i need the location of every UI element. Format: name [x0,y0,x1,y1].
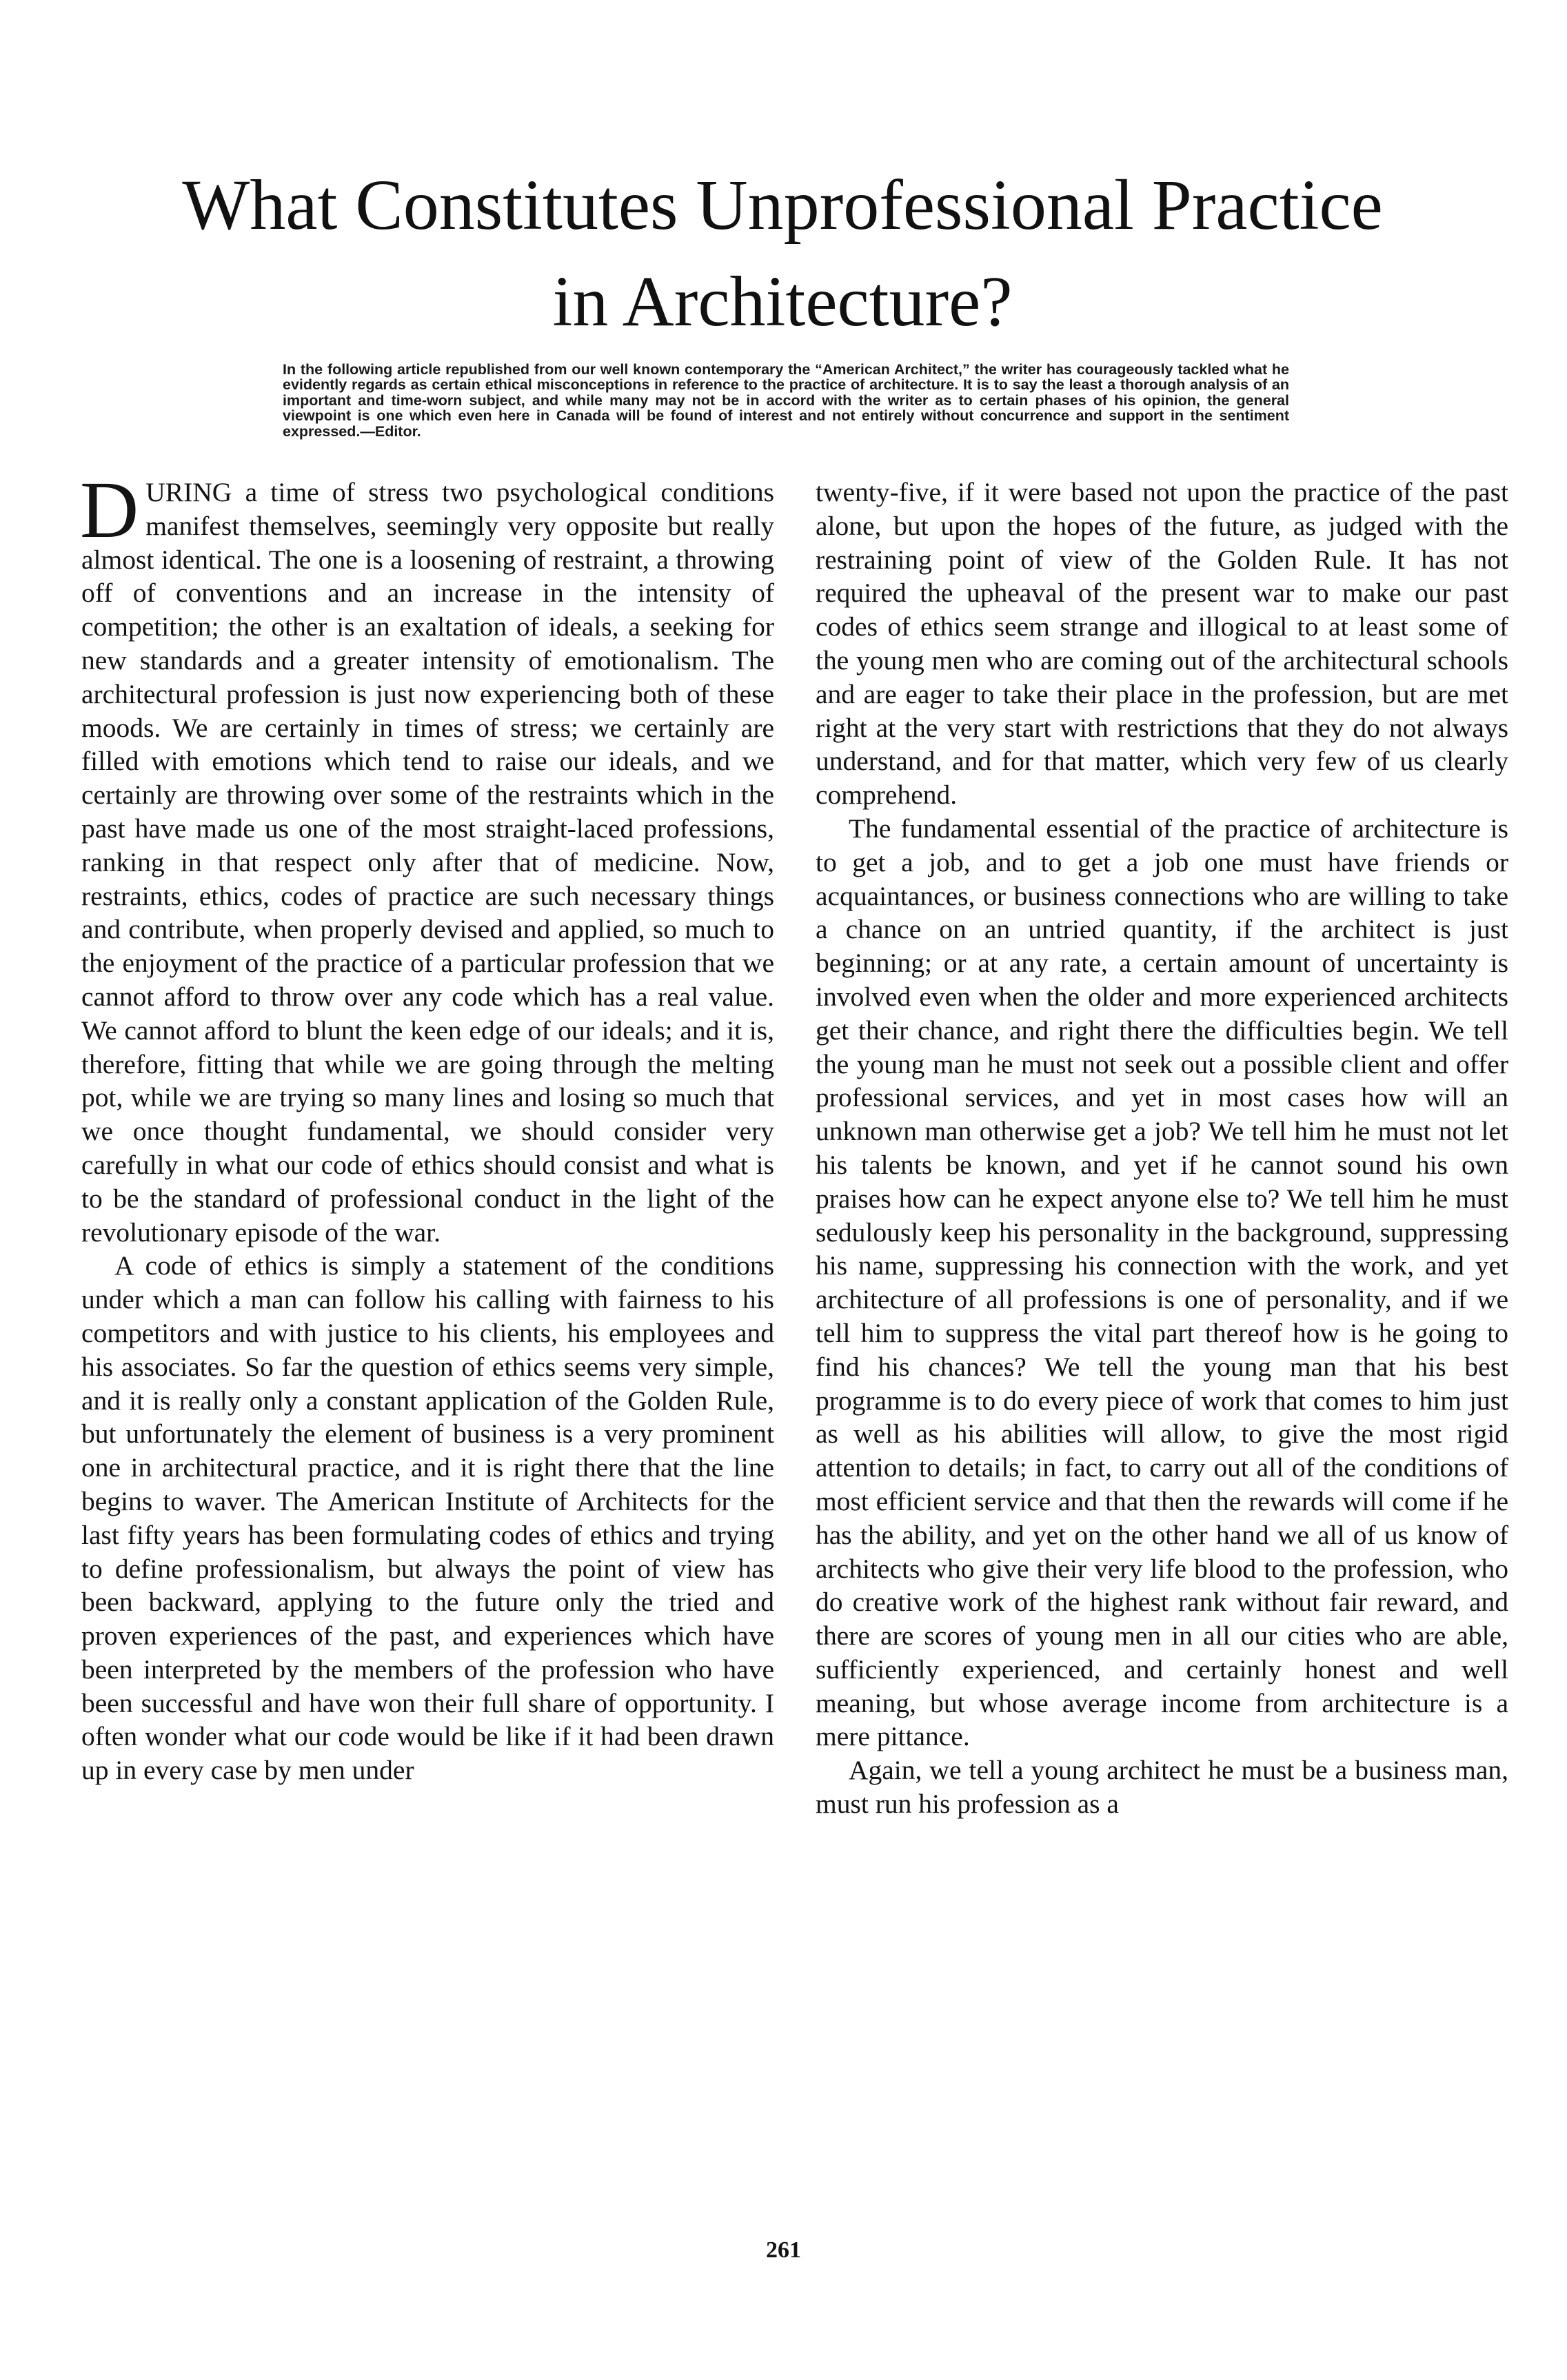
article-title-line-2: in Architecture? [552,262,1013,341]
right-column [816,476,1508,1821]
left-column [80,465,774,1787]
editor-note: In the following article republished from our well known contemporary the “American Architect,” the writer has courageously tackled what he evidently regards as certain ethical misconceptions in reference to the practice of architecture. It is to say the least a thorough analysis of an important and time-worn subject, and while many may not be in accord with the writer as to certain phases of his opinion, the general viewpoint is one which even here in Canada will be found of interest and not entirely without concurrence and support in the sentiment expressed.—Editor. [283,361,1289,440]
page-number: 261 [766,2237,801,2263]
paragraph: The fundamental essential of the practice of architecture is to get a job, and to get a job one must have friends or acquaintances, or business connections who are willing to take a chance on an untried quantity, if the architect is just beginning; or at any rate, a certain amount of uncertainty is involved even when the older and more experienced architects get their chance, and right there the difficulties begin. We tell the young man he must not seek out a possible client and offer professional services, and yet in most cases how will an unknown man otherwise get a job? We tell him he must not let his talents be known, and yet if he cannot sound his own praises how can he expect anyone else to? We tell him he must sedulously keep his personality in the background, suppressing his name, suppressing his connection with the work, and yet architecture of all professions is one of personality, and if we tell him to suppress the vital part thereof how is he going to find his chances? We tell the young man that his best programme is to do every piece of work that comes to him just as well as his abilities will allow, to give the most rigid attention to details; in fact, to carry out all of the conditions of most efficient service and that then the rewards will come if he has the ability, and yet on the other hand we all of us know of architects who give their very life blood to the profession, who do creative work of the highest rank without fair reward, and there are scores of young men in all our cities who are able, sufficiently experienced, and certainly honest and well meaning, but whose average income from architecture is a mere pittance. [816,813,1508,1752]
paragraph: twenty-five, if it were based not upon the practice of the past alone, but upon the hopes of the future, as judged with the restraining point of view of the Golden Rule. It has not required the upheaval of the present war to make our past codes of ethics seem strange and illogical to at least some of the young men who are coming out of the architectural schools and are eager to take their place in the profession, but are met right at the very start with restrictions that they do not always understand, and for that matter, which very few of us clearly comprehend. [816,477,1508,811]
lead-caps: URING [145,477,232,507]
paragraph: A code of ethics is simply a statement of the conditions under which a man can follow his calling with fairness to his competitors and with justice to his clients, his employees and his associates. So far the question of ethics seems very simple, and it is really only a constant application of the Golden Rule, but unfortunately the element of business is a very prominent one in architectural practice, and it is right there that the line begins to waver. The American Institute of Architects for the last fifty years has been formulating codes of ethics and trying to define professionalism, but always the point of view has been backward, applying to the future only the tried and proven experiences of the past, and experiences which have been interpreted by the members of the profession who have been successful and have won their full share of opportunity. I often wonder what our code would be like if it had been drawn up in every case by men under [81,1250,774,1786]
paragraph: Again, we tell a young architect he must be a business man, must run his profession as a [816,1755,1508,1820]
drop-cap: D [80,465,139,555]
paragraph [80,465,774,1249]
paragraph-text: a time of stress two psychological conditions manifest themselves, seemingly very opposite but really almost identical. The one is a loosening of restraint, a throwing off of conventions and an increase in the intensity of competition; the other is an exaltation of ideals, a seeking for new standards and a greater intensity of emotionalism. The architectural profession is just now experiencing both of these moods. We are certainly in times of stress; we certainly are filled with emotions which tend to raise our ideals, and we certainly are throwing over some of the restraints which in the past have made us one of the most straight-laced professions, ranking in that respect only after that of medicine. Now, restraints, ethics, codes of practice are such necessary things and contribute, when properly devised and applied, so much to the enjoyment of the practice of a particular profession that we cannot afford to throw over any code which has a real value. We cannot afford to blunt the keen edge of our ideals; and it is, therefore, fitting that while we are going through the melting pot, while we are trying so many lines and losing so much that we once thought fundamental, we should consider very carefully in what our code of ethics should consist and what is to be the standard of professional conduct in the light of the revolutionary episode of the war. [81,477,774,1248]
article-title-line-1: What Constitutes Unprofessional Practice [182,165,1383,245]
article-title [117,157,1448,350]
